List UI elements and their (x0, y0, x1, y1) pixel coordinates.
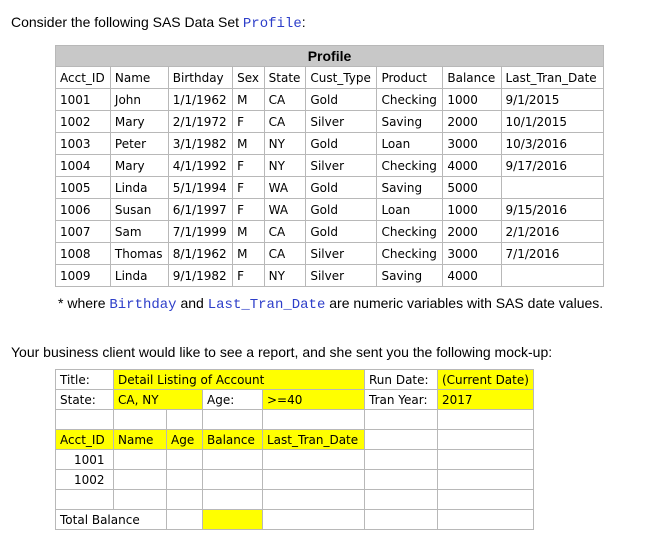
profile-row (56, 221, 604, 243)
cell-sex: F (233, 177, 265, 199)
cell-last-tran-date: 9/15/2016 (501, 199, 603, 221)
cell-state: WA (264, 199, 306, 221)
profile-row (56, 177, 604, 199)
state-label: State: (56, 390, 114, 410)
cell-name: Mary (110, 155, 168, 177)
cell-acct-id: 1007 (56, 221, 111, 243)
profile-table (55, 45, 604, 287)
cell-name: Peter (110, 133, 168, 155)
cell-acct-id: 1009 (56, 265, 111, 287)
cell-sex: M (233, 89, 265, 111)
blank-cell (365, 510, 438, 530)
blank-cell (438, 430, 534, 450)
cell-last-tran-date: 10/3/2016 (501, 133, 603, 155)
footnote-and: and (176, 295, 208, 311)
cell-acct-id: 1003 (56, 133, 111, 155)
mock-header-age: Age (167, 430, 203, 450)
tran-year-label: Tran Year: (365, 390, 438, 410)
blank-cell (365, 410, 438, 430)
cell-product: Loan (377, 199, 443, 221)
cell-birthday: 5/1/1994 (168, 177, 232, 199)
cell-name: Mary (110, 111, 168, 133)
mock-header-name: Name (114, 430, 167, 450)
footnote-where: where (63, 295, 110, 311)
intro-text: Consider the following SAS Data Set (11, 14, 243, 30)
blank-cell (263, 450, 365, 470)
cell-cust-type: Gold (306, 133, 377, 155)
cell-acct-id: 1004 (56, 155, 111, 177)
cell-name: Susan (110, 199, 168, 221)
cell-balance: 2000 (443, 111, 501, 133)
mockup-row-state (56, 390, 534, 410)
blank-cell (263, 510, 365, 530)
blank-cell (263, 470, 365, 490)
cell-birthday: 6/1/1997 (168, 199, 232, 221)
mock-header-acct-id: Acct_ID (56, 430, 114, 450)
footnote-star: * (58, 295, 64, 311)
blank-cell (263, 410, 365, 430)
cell-sex: M (233, 133, 265, 155)
blank-cell (438, 450, 534, 470)
footnote (58, 295, 603, 313)
cell-state: WA (264, 177, 306, 199)
profile-header-row (56, 67, 604, 89)
profile-row (56, 199, 604, 221)
cell-acct-id: 1002 (56, 111, 111, 133)
blank-cell (365, 430, 438, 450)
intro-sentence (11, 14, 306, 32)
profile-row (56, 133, 604, 155)
cell-state: CA (264, 221, 306, 243)
cell-cust-type: Silver (306, 265, 377, 287)
blank-cell (203, 490, 263, 510)
cell-last-tran-date (501, 265, 603, 287)
cell-sex: M (233, 243, 265, 265)
blank-cell (167, 470, 203, 490)
cell-balance: 4000 (443, 265, 501, 287)
cell-cust-type: Silver (306, 111, 377, 133)
cell-cust-type: Silver (306, 155, 377, 177)
cell-name: Thomas (110, 243, 168, 265)
cell-product: Checking (377, 155, 443, 177)
cell-cust-type: Gold (306, 221, 377, 243)
cell-birthday: 2/1/1972 (168, 111, 232, 133)
mockup-row-title (56, 370, 534, 390)
blank-cell (114, 450, 167, 470)
cell-birthday: 4/1/1992 (168, 155, 232, 177)
blank-cell (365, 490, 438, 510)
cell-cust-type: Gold (306, 199, 377, 221)
blank-cell (365, 450, 438, 470)
title-label: Title: (56, 370, 114, 390)
blank-cell (365, 470, 438, 490)
cell-name: John (110, 89, 168, 111)
mock-acct-id: 1001 (56, 450, 114, 470)
dataset-name: Profile (242, 16, 302, 32)
mockup-data-row (56, 470, 534, 490)
cell-state: NY (264, 265, 306, 287)
mock-header-last-tran-date: Last_Tran_Date (263, 430, 365, 450)
cell-name: Linda (110, 265, 168, 287)
cell-state: CA (264, 243, 306, 265)
blank-cell (203, 470, 263, 490)
mockup-report-grid (55, 369, 534, 530)
blank-cell (438, 510, 534, 530)
cell-last-tran-date: 9/1/2015 (501, 89, 603, 111)
cell-state: CA (264, 111, 306, 133)
age-label: Age: (203, 390, 263, 410)
cell-acct-id: 1008 (56, 243, 111, 265)
cell-cust-type: Silver (306, 243, 377, 265)
header-product: Product (377, 67, 443, 89)
cell-name: Sam (110, 221, 168, 243)
cell-product: Saving (377, 265, 443, 287)
header-cust-type: Cust_Type (306, 67, 377, 89)
profile-row (56, 265, 604, 287)
cell-last-tran-date: 2/1/2016 (501, 221, 603, 243)
profile-table-title: Profile (56, 46, 604, 67)
mock-acct-id: 1002 (56, 470, 114, 490)
blank-cell (167, 510, 203, 530)
profile-row (56, 243, 604, 265)
cell-birthday: 8/1/1962 (168, 243, 232, 265)
profile-row (56, 111, 604, 133)
blank-cell (56, 410, 114, 430)
state-value: CA, NY (114, 390, 203, 410)
cell-sex: F (233, 265, 265, 287)
cell-product: Loan (377, 133, 443, 155)
blank-cell (167, 490, 203, 510)
header-state: State (264, 67, 306, 89)
cell-product: Saving (377, 111, 443, 133)
cell-cust-type: Gold (306, 177, 377, 199)
run-date-value: (Current Date) (438, 370, 534, 390)
blank-cell (203, 450, 263, 470)
cell-product: Checking (377, 89, 443, 111)
cell-birthday: 7/1/1999 (168, 221, 232, 243)
cell-sex: F (233, 199, 265, 221)
cell-state: CA (264, 89, 306, 111)
mockup-data-row (56, 450, 534, 470)
cell-birthday: 9/1/1982 (168, 265, 232, 287)
cell-product: Checking (377, 221, 443, 243)
mock-header-balance: Balance (203, 430, 263, 450)
cell-balance: 5000 (443, 177, 501, 199)
cell-balance: 1000 (443, 199, 501, 221)
blank-cell (114, 470, 167, 490)
total-balance-label: Total Balance (56, 510, 167, 530)
blank-cell (56, 490, 114, 510)
mockup-header-row (56, 430, 534, 450)
tran-year-value: 2017 (438, 390, 534, 410)
profile-row (56, 89, 604, 111)
header-birthday: Birthday (168, 67, 232, 89)
header-acct-id: Acct_ID (56, 67, 111, 89)
cell-balance: 3000 (443, 133, 501, 155)
client-request-text: Your business client would like to see a report, and she sent you the following mock-up: (11, 344, 553, 360)
cell-balance: 2000 (443, 221, 501, 243)
total-balance-value (203, 510, 263, 530)
blank-cell (263, 490, 365, 510)
cell-last-tran-date (501, 177, 603, 199)
cell-product: Checking (377, 243, 443, 265)
footnote-var-birthday: Birthday (109, 297, 177, 313)
header-sex: Sex (233, 67, 265, 89)
cell-name: Linda (110, 177, 168, 199)
blank-cell (438, 490, 534, 510)
cell-state: NY (264, 155, 306, 177)
blank-cell (114, 490, 167, 510)
run-date-label: Run Date: (365, 370, 438, 390)
mockup-row-blank (56, 410, 534, 430)
blank-cell (167, 410, 203, 430)
cell-last-tran-date: 10/1/2015 (501, 111, 603, 133)
profile-row (56, 155, 604, 177)
cell-acct-id: 1001 (56, 89, 111, 111)
title-value: Detail Listing of Account (114, 370, 365, 390)
cell-acct-id: 1005 (56, 177, 111, 199)
blank-cell (167, 450, 203, 470)
cell-product: Saving (377, 177, 443, 199)
mockup-row-blank (56, 490, 534, 510)
intro-colon: : (301, 14, 306, 30)
footnote-var-last-tran-date: Last_Tran_Date (207, 297, 326, 313)
cell-last-tran-date: 7/1/2016 (501, 243, 603, 265)
cell-balance: 1000 (443, 89, 501, 111)
cell-birthday: 1/1/1962 (168, 89, 232, 111)
header-name: Name (110, 67, 168, 89)
header-last-tran-date: Last_Tran_Date (501, 67, 603, 89)
cell-sex: F (233, 111, 265, 133)
blank-cell (203, 410, 263, 430)
header-balance: Balance (443, 67, 501, 89)
cell-last-tran-date: 9/17/2016 (501, 155, 603, 177)
cell-cust-type: Gold (306, 89, 377, 111)
cell-balance: 3000 (443, 243, 501, 265)
blank-cell (114, 410, 167, 430)
blank-cell (438, 410, 534, 430)
cell-balance: 4000 (443, 155, 501, 177)
cell-state: NY (264, 133, 306, 155)
blank-cell (438, 470, 534, 490)
cell-sex: F (233, 155, 265, 177)
cell-birthday: 3/1/1982 (168, 133, 232, 155)
cell-acct-id: 1006 (56, 199, 111, 221)
footnote-rest: are numeric variables with SAS date values. (325, 295, 604, 311)
age-value: >=40 (263, 390, 365, 410)
cell-sex: M (233, 221, 265, 243)
mockup-total-row (56, 510, 534, 530)
